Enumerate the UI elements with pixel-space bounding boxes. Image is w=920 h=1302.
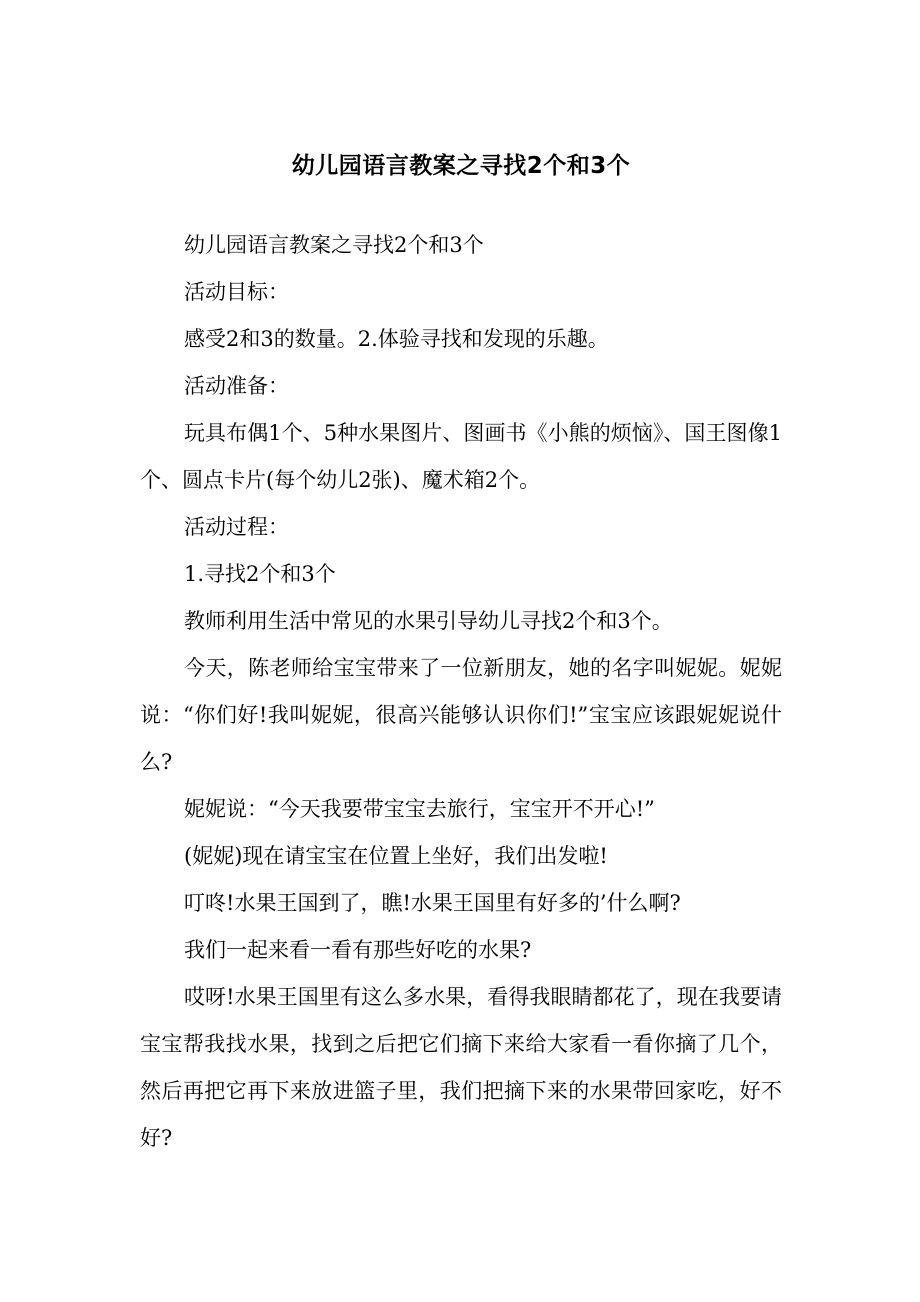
paragraph-travel: 妮妮说：“今天我要带宝宝去旅行，宝宝开不开心!” xyxy=(184,797,655,821)
paragraph-new-friend: 今天，陈老师给宝宝带来了一位新朋友，她的名字叫妮妮。妮妮说：“你们好!我叫妮妮，很高兴能够认识你们!”宝宝应该跟妮妮说什么? xyxy=(140,656,782,774)
document-title: 幼儿园语言教案之寻找2个和3个 xyxy=(291,153,631,179)
paragraph-pick-fruits: 哎呀!水果王国里有这么多水果，看得我眼睛都花了，现在我要请宝宝帮我找水果，找到之后把它们摘下来给大家看一看你摘了几个，然后再把它再下来放进篮子里，我们把摘下来的水果带回家吃，好不好? xyxy=(140,985,782,1150)
paragraph-sit-down: (妮妮)现在请宝宝在位置上坐好，我们出发啦! xyxy=(184,844,608,868)
paragraph-lesson-name: 幼儿园语言教案之寻找2个和3个 xyxy=(184,233,484,257)
paragraph-prep-heading: 活动准备： xyxy=(184,374,289,398)
paragraph-fruit-kingdom: 叮咚!水果王国到了，瞧!水果王国里有好多的’什么啊? xyxy=(184,891,681,915)
paragraph-goals: 感受2和3的数量。2.体验寻找和发现的乐趣。 xyxy=(184,327,609,351)
paragraph-prep-materials: 玩具布偶1个、5种水果图片、图画书《小熊的烦恼》、国王图像1个、圆点卡片(每个幼儿2张)、魔术箱2个。 xyxy=(140,421,782,492)
paragraph-teacher-guide: 教师利用生活中常见的水果引导幼儿寻找2个和3个。 xyxy=(184,609,673,633)
document-body xyxy=(140,222,782,1162)
paragraph-goals-heading: 活动目标： xyxy=(184,280,289,304)
paragraph-step-1: 1.寻找2个和3个 xyxy=(184,562,336,586)
paragraph-look-fruits: 我们一起来看一看有那些好吃的水果? xyxy=(184,938,532,962)
paragraph-process-heading: 活动过程： xyxy=(184,515,289,539)
